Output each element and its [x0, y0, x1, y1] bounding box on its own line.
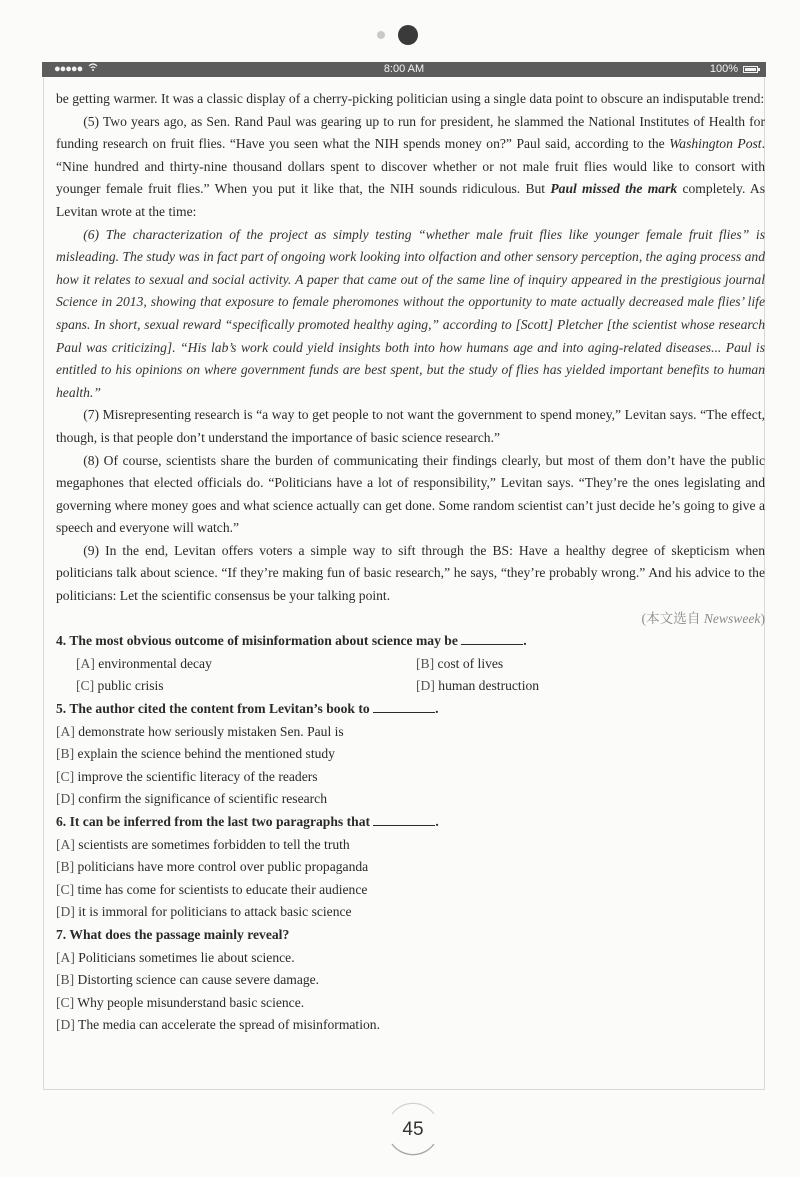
camera-lens [398, 25, 418, 45]
option-7d[interactable]: [D] The media can accelerate the spread of misinformation. [56, 1017, 380, 1033]
paragraph-5: (5) Two years ago, as Sen. Rand Paul was gearing up to run for president, he slammed the National Institutes of Health for funding research on fruit flies. “Have you seen what the NIH spends money on?” Paul said, according to the Washington Post. “Nine hundred and thirty-nine thousand dollars spent to discover whether or not male fruit flies would like to consort with younger female fruit flies.” When you put it like that, the NIH sounds ridiculous. But Paul missed the mark completely. As Levitan wrote at the time: [56, 113, 765, 219]
status-bar [42, 62, 766, 77]
paragraph-8: (8) Of course, scientists share the burden of communicating their findings clearly, but most of them don’t have the public megaphones that elected officials do. “Politicians have a lot of responsibility,” Levitan says. “They’re the ones legislating and governing where money goes and what science actually can get done. Some random scientist can’t just decide he’s going to give a speech and everyone will watch.” [56, 452, 765, 536]
option-4c[interactable]: [C] public crisis [76, 678, 164, 694]
option-5a[interactable]: [A] demonstrate how seriously mistaken Sen. Paul is [56, 723, 344, 739]
option-6d[interactable]: [D] it is immoral for politicians to attack basic science [56, 904, 352, 920]
status-time: 8:00 AM [383, 63, 425, 75]
option-6c[interactable]: [C] time has come for scientists to educate their audience [56, 881, 368, 897]
question-4: 4. The most obvious outcome of misinformation about science may be . [56, 633, 527, 649]
option-4d[interactable]: [D] human destruction [416, 678, 540, 694]
questions [56, 630, 765, 1037]
battery-percent: 100% [709, 63, 738, 75]
signal-indicator: ●●●●● [54, 63, 83, 75]
option-7b[interactable]: [B] Distorting science can cause severe damage. [56, 972, 320, 988]
device-camera [0, 22, 800, 50]
page-number [386, 1102, 440, 1156]
option-4b[interactable]: [B] cost of lives [416, 655, 504, 671]
paragraph-9: (9) In the end, Levitan offers voters a simple way to sift through the BS: Have a healthy degree of skepticism when politicians talk about science. “If they’re making fun of basic research,” he says, “they’re probably wrong.” And his advice to the politicians: Let the scientific consensus be your talking point. [56, 542, 765, 604]
question-5: 5. The author cited the content from Levitan’s book to . [56, 701, 439, 717]
sensor-dot [377, 31, 385, 39]
option-7a[interactable]: [A] Politicians sometimes lie about science. [56, 949, 295, 965]
option-4a[interactable]: [A] environmental decay [76, 655, 212, 671]
source-citation: (本文选自 Newsweek) [641, 610, 765, 626]
newspaper-name: Washington Post [669, 136, 762, 152]
page-number-text: 45 [402, 1119, 424, 1140]
paragraph-6: (6) The characterization of the project as simply testing “whether male fruit flies like younger female fruit flies” is misleading. The study was in fact part of ongoing work looking into olfaction and other sensory perception, the aging process and how it relates to sexual and social activity. A paper that came out of the same line of inquiry appeared in the prestigious journal Science in 2013, showing that exposure to female pheromones without the opportunity to mate actually decreased male flies’ life spans. In short, sexual reward “specifically promoted healthy aging,” according to [Scott] Pletcher [the scientist whose research Paul was criticizing]. “His lab’s work could yield insights both into how humans age and into aging-related diseases... Paul is entitled to his opinions on where government funds are best spent, but the study of flies has yielded important benefits to human health.” [56, 226, 765, 400]
option-7c[interactable]: [C] Why people misunderstand basic science. [56, 994, 305, 1010]
page-content [43, 78, 765, 1090]
battery-icon [743, 66, 758, 73]
reading-text [56, 88, 765, 1037]
key-phrase: Paul missed the mark [550, 181, 678, 197]
option-6b[interactable]: [B] politicians have more control over public propaganda [56, 859, 369, 875]
option-5d[interactable]: [D] confirm the significance of scientific research [56, 791, 328, 807]
option-6a[interactable]: [A] scientists are sometimes forbidden to tell the truth [56, 836, 350, 852]
paragraph-7: (7) Misrepresenting research is “a way to get people to not want the government to spend money,” Levitan says. “The effect, though, is that people don’t understand the importance of basic science research.” [56, 407, 765, 445]
question-7: 7. What does the passage mainly reveal? [56, 926, 290, 942]
question-6: 6. It can be inferred from the last two paragraphs that . [56, 814, 439, 829]
option-5b[interactable]: [B] explain the science behind the mentioned study [56, 746, 335, 762]
paragraph-intro: be getting warmer. It was a classic display of a cherry-picking politician using a single data point to obscure an indisputable trend: [56, 91, 765, 106]
option-5c[interactable]: [C] improve the scientific literacy of the readers [56, 768, 318, 784]
